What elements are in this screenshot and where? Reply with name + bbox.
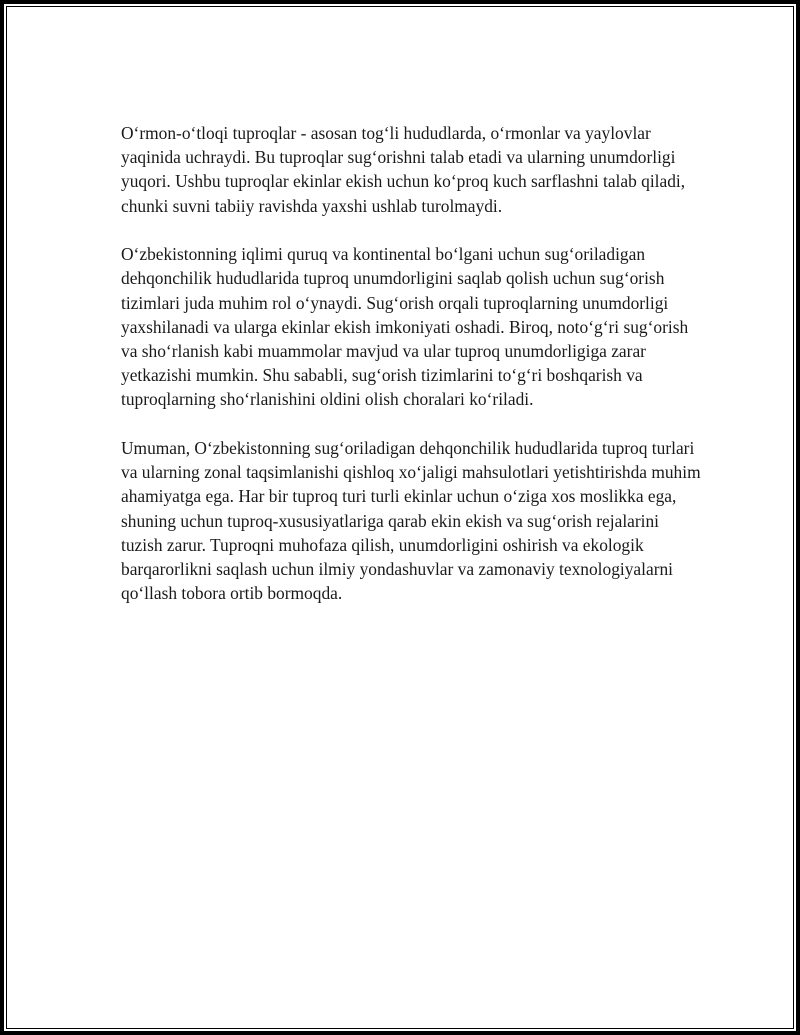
paragraph-3: Umuman, O‘zbekistonning sug‘oriladigan dehqonchilik hududlarida tuproq turlari va ularning zonal taqsimlanishi qishloq xo‘jaligi mahsulotlari yetishtirishda muhim ahamiyatga ega. Har bir tuproq turi turli ekinlar uchun o‘ziga xos moslikka ega, shuning uchun tuproq-xususiyatlariga qarab ekin ekish va sug‘orish rejalarini tuzish zarur. Tuproqni muhofaza qilish, unumdorligini oshirish va ekologik barqarorlikni saqlash uchun ilmiy yondashuvlar va zamonaviy texnologiyalarni qo‘llash tobora ortib bormoqda. — [121, 438, 701, 604]
paragraph-2: O‘zbekistonning iqlimi quruq va kontinental bo‘lgani uchun sug‘oriladigan dehqonchilik hududlarida tuproq unumdorligini saqlab qolish uchun sug‘orish tizimlari juda muhim rol o‘ynaydi. Sug‘orish orqali tuproqlarning unumdorligi yaxshilanadi va ularga ekinlar ekish imkoniyati oshadi. Biroq, noto‘g‘ri sug‘orish va sho‘rlanish kabi muammolar mavjud va ular tuproq unumdorligiga zarar yetkazishi mumkin. Shu sababli, sug‘orish tizimlarini to‘g‘ri boshqarish va tuproqlarning sho‘rlanishini oldini olish choralari ko‘riladi. — [121, 244, 689, 410]
document-body — [121, 121, 701, 630]
paragraph-1: O‘rmon-o‘tloqi tuproqlar - asosan tog‘li hududlarda, o‘rmonlar va yaylovlar yaqinida uchraydi. Bu tuproqlar sug‘orishni talab etadi va ularning unumdorligi yuqori. Ushbu tuproqlar ekinlar ekish uchun ko‘proq kuch sarflashni talab qiladi, chunki suvni tabiiy ravishda yaxshi ushlab turolmaydi. — [121, 123, 686, 216]
